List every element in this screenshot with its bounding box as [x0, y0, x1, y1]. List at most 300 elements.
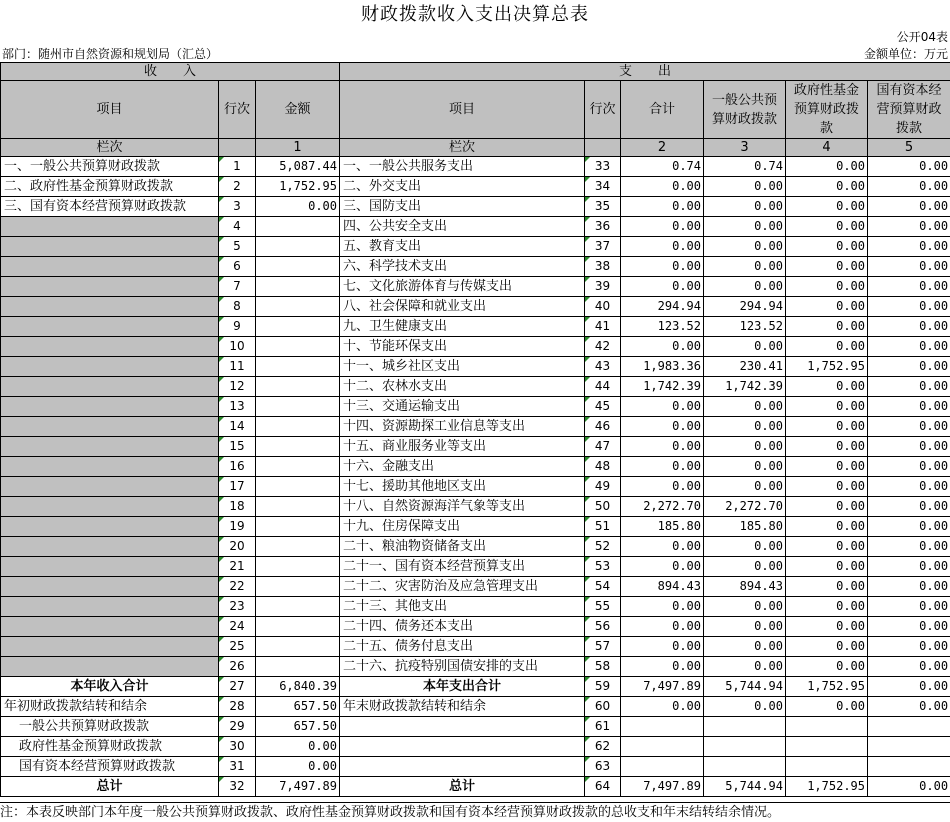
- expense-line-no: 43: [585, 357, 621, 377]
- expense-state: 0.00: [868, 257, 950, 277]
- expense-general: 0.00: [704, 277, 786, 297]
- expense-item: 十三、交通运输支出: [340, 397, 585, 417]
- expense-line-no: 59: [585, 677, 621, 697]
- expense-general: 0.00: [704, 637, 786, 657]
- income-line-no: 21: [219, 557, 256, 577]
- lanci-label-income: 栏次: [1, 139, 219, 157]
- expense-total: 0.00: [621, 237, 704, 257]
- expense-total: 185.80: [621, 517, 704, 537]
- expense-general: 294.94: [704, 297, 786, 317]
- expense-line-no: 36: [585, 217, 621, 237]
- expense-item: [340, 737, 585, 757]
- table-row: [1, 157, 950, 177]
- expense-fund: [786, 737, 868, 757]
- income-item: [1, 277, 219, 297]
- expense-line-no: 57: [585, 637, 621, 657]
- expense-line-no: 64: [585, 777, 621, 797]
- table-row: [1, 417, 950, 437]
- col-expense-fund: 政府性基金预算财政拨款: [786, 81, 868, 139]
- expense-general: 0.00: [704, 397, 786, 417]
- expense-line-no: 50: [585, 497, 621, 517]
- expense-item: 十、节能环保支出: [340, 337, 585, 357]
- income-amount: [256, 417, 340, 437]
- expense-item: 二十三、其他支出: [340, 597, 585, 617]
- carryover-sub-row: [1, 717, 950, 737]
- expense-item: 十二、农林水支出: [340, 377, 585, 397]
- income-item: [1, 437, 219, 457]
- expense-item: 十五、商业服务业等支出: [340, 437, 585, 457]
- income-line-no: 28: [219, 697, 256, 717]
- footnote: 注：本表反映部门本年度一般公共预算财政拨款、政府性基金预算财政拨款和国有资本经营预算财政拨款的总收支和年末结转结余情况。: [0, 802, 950, 822]
- income-item: 政府性基金预算财政拨款: [1, 737, 219, 757]
- income-line-no: 18: [219, 497, 256, 517]
- income-amount: [256, 577, 340, 597]
- income-amount: 657.50: [256, 697, 340, 717]
- expense-general: 0.00: [704, 537, 786, 557]
- col-income-line: 行次: [219, 81, 256, 139]
- expense-general: [704, 737, 786, 757]
- expense-fund: 0.00: [786, 597, 868, 617]
- expense-state: 0.00: [868, 657, 950, 677]
- expense-general: 0.00: [704, 337, 786, 357]
- expense-item: 四、公共安全支出: [340, 217, 585, 237]
- col-income-item: 项目: [1, 81, 219, 139]
- expense-total: 0.00: [621, 397, 704, 417]
- expense-total: 0.00: [621, 457, 704, 477]
- expense-general: 5,744.94: [704, 677, 786, 697]
- unit-label: 金额单位：万元: [864, 45, 948, 63]
- expense-item: 七、文化旅游体育与传媒支出: [340, 277, 585, 297]
- table-row: [1, 337, 950, 357]
- expense-state: 0.00: [868, 377, 950, 397]
- income-item: 总计: [1, 777, 219, 797]
- expense-total: [621, 737, 704, 757]
- expense-fund: 0.00: [786, 497, 868, 517]
- col-expense-general: 一般公共预算财政拨款: [704, 81, 786, 139]
- income-item: [1, 397, 219, 417]
- expense-fund: 0.00: [786, 477, 868, 497]
- income-item: [1, 637, 219, 657]
- income-line-no: 29: [219, 717, 256, 737]
- expense-general: 0.00: [704, 457, 786, 477]
- table-row: [1, 397, 950, 417]
- expense-line-no: 63: [585, 757, 621, 777]
- expense-line-no: 48: [585, 457, 621, 477]
- income-line-no: 22: [219, 577, 256, 597]
- income-amount: [256, 377, 340, 397]
- expense-fund: 0.00: [786, 417, 868, 437]
- income-amount: [256, 257, 340, 277]
- expense-total: 0.00: [621, 437, 704, 457]
- grand-total-row: [1, 777, 950, 797]
- col-expense-line: 行次: [585, 81, 621, 139]
- expense-item: 六、科学技术支出: [340, 257, 585, 277]
- carryover-sub-row: [1, 737, 950, 757]
- expense-state: 0.00: [868, 617, 950, 637]
- income-line-no: 13: [219, 397, 256, 417]
- income-amount: 0.00: [256, 197, 340, 217]
- income-amount: [256, 657, 340, 677]
- income-line-no: 31: [219, 757, 256, 777]
- expense-total: 0.00: [621, 337, 704, 357]
- year-total-row: [1, 677, 950, 697]
- income-line-no: 24: [219, 617, 256, 637]
- col-expense-total: 合计: [621, 81, 704, 139]
- expense-state: 0.00: [868, 557, 950, 577]
- income-line-no: 11: [219, 357, 256, 377]
- expense-state: 0.00: [868, 577, 950, 597]
- income-amount: [256, 517, 340, 537]
- expense-general: 0.00: [704, 697, 786, 717]
- expense-total: 0.00: [621, 197, 704, 217]
- expense-line-no: 45: [585, 397, 621, 417]
- income-item: 本年收入合计: [1, 677, 219, 697]
- income-item: 三、国有资本经营预算财政拨款: [1, 197, 219, 217]
- expense-fund: 0.00: [786, 397, 868, 417]
- expense-item: 九、卫生健康支出: [340, 317, 585, 337]
- income-amount: 6,840.39: [256, 677, 340, 697]
- income-section-header: 收 入: [1, 63, 340, 81]
- income-amount: 1,752.95: [256, 177, 340, 197]
- expense-total: 0.00: [621, 617, 704, 637]
- expense-general: 0.00: [704, 597, 786, 617]
- income-amount: [256, 497, 340, 517]
- income-item: [1, 317, 219, 337]
- income-line-no: 2: [219, 177, 256, 197]
- table-row: [1, 277, 950, 297]
- expense-state: 0.00: [868, 317, 950, 337]
- expense-line-no: 52: [585, 537, 621, 557]
- expense-total: 0.00: [621, 537, 704, 557]
- income-amount: 657.50: [256, 717, 340, 737]
- expense-fund: 0.00: [786, 277, 868, 297]
- income-line-no: 32: [219, 777, 256, 797]
- income-line-no: 20: [219, 537, 256, 557]
- expense-fund: 0.00: [786, 317, 868, 337]
- expense-item: 十六、金融支出: [340, 457, 585, 477]
- income-line-no: 1: [219, 157, 256, 177]
- table-row: [1, 377, 950, 397]
- expense-item: 五、教育支出: [340, 237, 585, 257]
- income-line-no: 3: [219, 197, 256, 217]
- income-amount: [256, 477, 340, 497]
- income-line-no: 17: [219, 477, 256, 497]
- col-expense-item: 项目: [340, 81, 585, 139]
- expense-fund: 0.00: [786, 237, 868, 257]
- expense-item: 十一、城乡社区支出: [340, 357, 585, 377]
- expense-state: [868, 737, 950, 757]
- income-amount: 7,497.89: [256, 777, 340, 797]
- income-item: [1, 257, 219, 277]
- expense-fund: 0.00: [786, 257, 868, 277]
- expense-general: 0.00: [704, 477, 786, 497]
- expense-fund: 0.00: [786, 537, 868, 557]
- expense-total: 1,742.39: [621, 377, 704, 397]
- income-amount: [256, 457, 340, 477]
- expense-fund: 0.00: [786, 637, 868, 657]
- table-row: [1, 577, 950, 597]
- expense-state: [868, 757, 950, 777]
- expense-state: 0.00: [868, 157, 950, 177]
- lanci-label-expense: 栏次: [340, 139, 585, 157]
- table-row: [1, 637, 950, 657]
- expense-total: 0.00: [621, 657, 704, 677]
- income-item: 一般公共预算财政拨款: [1, 717, 219, 737]
- lanci-col-1: 1: [256, 139, 340, 157]
- lanci-col-2: 2: [621, 139, 704, 157]
- income-item: [1, 417, 219, 437]
- expense-state: 0.00: [868, 177, 950, 197]
- income-item: [1, 657, 219, 677]
- table-row: [1, 517, 950, 537]
- expense-general: 185.80: [704, 517, 786, 537]
- expense-item: 八、社会保障和就业支出: [340, 297, 585, 317]
- expense-fund: 0.00: [786, 437, 868, 457]
- income-amount: 0.00: [256, 737, 340, 757]
- expense-general: 0.00: [704, 557, 786, 577]
- expense-line-no: 54: [585, 577, 621, 597]
- expense-state: 0.00: [868, 497, 950, 517]
- expense-item: 二十六、抗疫特别国债安排的支出: [340, 657, 585, 677]
- expense-general: [704, 717, 786, 737]
- income-line-no: 12: [219, 377, 256, 397]
- expense-fund: 0.00: [786, 217, 868, 237]
- expense-state: 0.00: [868, 477, 950, 497]
- expense-general: 0.00: [704, 177, 786, 197]
- expense-fund: 1,752.95: [786, 357, 868, 377]
- col-expense-state: 国有资本经营预算财政拨款: [868, 81, 950, 139]
- expense-state: 0.00: [868, 697, 950, 717]
- lanci-col-4: 4: [786, 139, 868, 157]
- table-row: [1, 357, 950, 377]
- expense-total: 894.43: [621, 577, 704, 597]
- table-row: [1, 257, 950, 277]
- expense-general: 123.52: [704, 317, 786, 337]
- income-line-no: 26: [219, 657, 256, 677]
- expense-state: 0.00: [868, 277, 950, 297]
- expense-line-no: 58: [585, 657, 621, 677]
- expense-fund: 0.00: [786, 337, 868, 357]
- lanci-col-3: 3: [704, 139, 786, 157]
- carryover-row: [1, 697, 950, 717]
- lanci-blank: [219, 139, 256, 157]
- expense-general: 2,272.70: [704, 497, 786, 517]
- expense-total: 2,272.70: [621, 497, 704, 517]
- income-line-no: 30: [219, 737, 256, 757]
- lanci-blank: [585, 139, 621, 157]
- expense-state: 0.00: [868, 337, 950, 357]
- income-item: [1, 337, 219, 357]
- expense-line-no: 38: [585, 257, 621, 277]
- expense-line-no: 34: [585, 177, 621, 197]
- table-row: [1, 437, 950, 457]
- expense-total: [621, 717, 704, 737]
- income-line-no: 14: [219, 417, 256, 437]
- expense-line-no: 46: [585, 417, 621, 437]
- income-line-no: 15: [219, 437, 256, 457]
- expense-fund: 0.00: [786, 157, 868, 177]
- expense-line-no: 60: [585, 697, 621, 717]
- table-row: [1, 217, 950, 237]
- expense-general: 0.74: [704, 157, 786, 177]
- expense-section-header: 支 出: [340, 63, 950, 81]
- expense-item: 三、国防支出: [340, 197, 585, 217]
- income-item: 国有资本经营预算财政拨款: [1, 757, 219, 777]
- income-line-no: 7: [219, 277, 256, 297]
- expense-line-no: 37: [585, 237, 621, 257]
- expense-state: 0.00: [868, 637, 950, 657]
- expense-item: 十八、自然资源海洋气象等支出: [340, 497, 585, 517]
- income-amount: 0.00: [256, 757, 340, 777]
- report-title: 财政拨款收入支出决算总表: [0, 0, 950, 30]
- expense-state: 0.00: [868, 217, 950, 237]
- expense-item: 二十、粮油物资储备支出: [340, 537, 585, 557]
- table-row: [1, 597, 950, 617]
- income-item: [1, 597, 219, 617]
- expense-fund: 0.00: [786, 377, 868, 397]
- expense-state: 0.00: [868, 517, 950, 537]
- expense-line-no: 33: [585, 157, 621, 177]
- table-row: [1, 617, 950, 637]
- table-row: [1, 497, 950, 517]
- expense-general: 0.00: [704, 217, 786, 237]
- expense-fund: 1,752.95: [786, 777, 868, 797]
- table-row: [1, 657, 950, 677]
- expense-state: 0.00: [868, 297, 950, 317]
- expense-line-no: 40: [585, 297, 621, 317]
- expense-fund: 0.00: [786, 617, 868, 637]
- expense-item: 二十二、灾害防治及应急管理支出: [340, 577, 585, 597]
- income-line-no: 27: [219, 677, 256, 697]
- expense-state: 0.00: [868, 437, 950, 457]
- income-line-no: 6: [219, 257, 256, 277]
- income-item: [1, 377, 219, 397]
- section-header-row: [1, 63, 950, 81]
- income-amount: [256, 397, 340, 417]
- expense-fund: 0.00: [786, 697, 868, 717]
- expense-total: 0.00: [621, 277, 704, 297]
- table-row: [1, 237, 950, 257]
- expense-total: 0.00: [621, 557, 704, 577]
- table-row: [1, 537, 950, 557]
- expense-state: 0.00: [868, 777, 950, 797]
- expense-total: 1,983.36: [621, 357, 704, 377]
- expense-fund: [786, 757, 868, 777]
- expense-item: 二十一、国有资本经营预算支出: [340, 557, 585, 577]
- col-income-amount: 金额: [256, 81, 340, 139]
- expense-state: 0.00: [868, 537, 950, 557]
- expense-state: 0.00: [868, 677, 950, 697]
- expense-item: 十四、资源勘探工业信息等支出: [340, 417, 585, 437]
- income-line-no: 16: [219, 457, 256, 477]
- expense-state: 0.00: [868, 397, 950, 417]
- income-item: 一、一般公共预算财政拨款: [1, 157, 219, 177]
- column-header-row: [1, 81, 950, 139]
- expense-line-no: 39: [585, 277, 621, 297]
- expense-item: 二十四、债务还本支出: [340, 617, 585, 637]
- income-line-no: 19: [219, 517, 256, 537]
- expense-total: 0.00: [621, 697, 704, 717]
- expense-item: [340, 717, 585, 737]
- income-amount: [256, 597, 340, 617]
- income-line-no: 9: [219, 317, 256, 337]
- income-item: [1, 517, 219, 537]
- expense-general: 0.00: [704, 197, 786, 217]
- expense-general: 894.43: [704, 577, 786, 597]
- income-item: [1, 617, 219, 637]
- table-row: [1, 297, 950, 317]
- income-amount: [256, 357, 340, 377]
- expense-total: 0.00: [621, 477, 704, 497]
- expense-fund: 0.00: [786, 297, 868, 317]
- expense-state: 0.00: [868, 197, 950, 217]
- income-amount: 5,087.44: [256, 157, 340, 177]
- expense-item: 二、外交支出: [340, 177, 585, 197]
- lanci-col-5: 5: [868, 139, 950, 157]
- expense-fund: 0.00: [786, 577, 868, 597]
- income-item: [1, 217, 219, 237]
- expense-general: 0.00: [704, 617, 786, 637]
- income-line-no: 10: [219, 337, 256, 357]
- expense-total: 0.00: [621, 417, 704, 437]
- income-item: 二、政府性基金预算财政拨款: [1, 177, 219, 197]
- form-code: 公开04表: [897, 28, 948, 46]
- expense-total: [621, 757, 704, 777]
- budget-table-container: [0, 62, 950, 797]
- expense-general: 0.00: [704, 437, 786, 457]
- expense-item: 十九、住房保障支出: [340, 517, 585, 537]
- expense-item: 本年支出合计: [340, 677, 585, 697]
- expense-line-no: 56: [585, 617, 621, 637]
- expense-total: 0.00: [621, 177, 704, 197]
- income-line-no: 25: [219, 637, 256, 657]
- expense-total: 123.52: [621, 317, 704, 337]
- income-item: [1, 577, 219, 597]
- expense-general: 1,742.39: [704, 377, 786, 397]
- income-item: [1, 297, 219, 317]
- expense-item: 一、一般公共服务支出: [340, 157, 585, 177]
- expense-fund: 0.00: [786, 177, 868, 197]
- expense-total: 0.00: [621, 597, 704, 617]
- expense-total: 7,497.89: [621, 677, 704, 697]
- lanci-row: [1, 139, 950, 157]
- expense-general: 0.00: [704, 417, 786, 437]
- income-item: [1, 537, 219, 557]
- income-item: [1, 357, 219, 377]
- income-amount: [256, 557, 340, 577]
- expense-line-no: 41: [585, 317, 621, 337]
- expense-state: 0.00: [868, 417, 950, 437]
- budget-summary-table: [0, 62, 950, 797]
- expense-line-no: 55: [585, 597, 621, 617]
- expense-general: 0.00: [704, 237, 786, 257]
- expense-line-no: 44: [585, 377, 621, 397]
- expense-fund: 0.00: [786, 657, 868, 677]
- income-line-no: 4: [219, 217, 256, 237]
- expense-state: [868, 717, 950, 737]
- expense-total: 0.00: [621, 257, 704, 277]
- expense-general: [704, 757, 786, 777]
- expense-state: 0.00: [868, 457, 950, 477]
- expense-line-no: 49: [585, 477, 621, 497]
- expense-fund: 0.00: [786, 557, 868, 577]
- income-amount: [256, 337, 340, 357]
- carryover-sub-row: [1, 757, 950, 777]
- expense-item: 年末财政拨款结转和结余: [340, 697, 585, 717]
- income-line-no: 23: [219, 597, 256, 617]
- expense-general: 5,744.94: [704, 777, 786, 797]
- expense-state: 0.00: [868, 357, 950, 377]
